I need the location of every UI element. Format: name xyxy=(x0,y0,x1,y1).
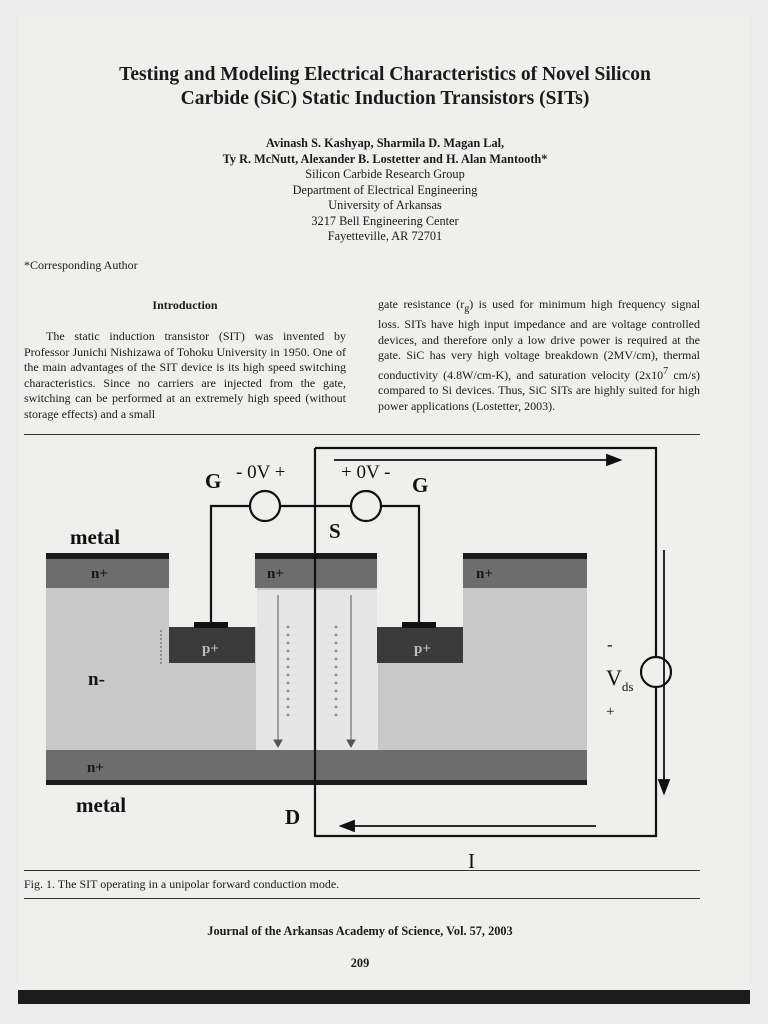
section-heading-introduction: Introduction xyxy=(152,298,218,312)
affiliation-group: Silicon Carbide Research Group xyxy=(305,167,465,181)
drain-label: D xyxy=(285,805,301,829)
left-gate-trench xyxy=(169,565,257,627)
paper-title xyxy=(30,63,740,111)
caption-bottom-rule xyxy=(24,898,700,899)
n-plus-label-bottom: n+ xyxy=(87,760,104,776)
metal-top-right xyxy=(463,553,587,559)
source-label: S xyxy=(329,519,341,543)
scan-bottom-edge xyxy=(18,990,750,1004)
metal-bottom xyxy=(46,780,587,785)
authors-line-1: Avinash S. Kashyap, Sharmila D. Magan Lal, xyxy=(265,136,505,150)
vds-minus-sign: - xyxy=(607,635,613,654)
voltage-label-right: + 0V - xyxy=(341,462,391,483)
n-plus-label-center: n+ xyxy=(267,566,284,582)
intro-right-part-3: cm/s) compared to Si devices. Thus, SiC SITs are highly suited for high power applications (Lostetter, 2003). xyxy=(378,367,700,413)
right-gate-contact xyxy=(402,622,436,628)
vds-subscript: ds xyxy=(621,679,634,694)
affiliation-address: 3217 Bell Engineering Center xyxy=(311,213,459,228)
n-plus-substrate xyxy=(46,750,587,780)
exponent-superscript: 7 xyxy=(663,365,669,377)
intro-right-part-1: gate resistance (r xyxy=(378,297,465,311)
p-plus-label-right: p+ xyxy=(414,641,431,657)
figure-top-rule xyxy=(24,434,700,435)
vds-main: V xyxy=(606,665,622,690)
intro-paragraph-left: The static induction transistor (SIT) was invented by Professor Junichi Nishizawa of Tohoku University in 1950. One of the main advantages of the SIT device is its high speed switching characteristics. Since no carriers are injected from the gate, switching can be performed at an extremely high speed (without storage effects) and a small xyxy=(24,329,346,421)
caption-top-rule xyxy=(24,870,700,871)
gate-resistance-subscript: g xyxy=(464,303,470,315)
author-block xyxy=(30,136,740,245)
affiliation-city: Fayetteville, AR 72701 xyxy=(327,229,443,243)
authors-line-2: Ty R. McNutt, Alexander B. Lostetter and H. Alan Mantooth* xyxy=(222,151,548,166)
journal-footer: Journal of the Arkansas Academy of Science, Vol. 57, 2003 xyxy=(207,924,513,938)
vds-plus-sign: + xyxy=(606,704,615,720)
voltage-label-left: - 0V + xyxy=(236,462,286,483)
affiliation-university: University of Arkansas xyxy=(328,198,442,212)
page-number: 209 xyxy=(350,956,370,970)
channel-region xyxy=(256,590,378,750)
vds-label xyxy=(606,665,633,694)
intro-paragraph-right xyxy=(378,297,700,415)
p-plus-label-left: p+ xyxy=(202,641,219,657)
intro-right-part-2: ) is used for minimum high frequency signal loss. SITs have high input impedance and are voltage controlled devices, and therefore only a low drive power is required at the gate. SiC has very high voltage breakdown (2MV/cm), thermal conductivity (4.8W/cm-K), and saturation velocity (2x10 xyxy=(378,297,700,382)
metal-label-top: metal xyxy=(70,525,121,549)
n-plus-label-left: n+ xyxy=(91,566,108,582)
current-label: I xyxy=(468,849,475,870)
title-line-2: Carbide (SiC) Static Induction Transistors (SITs) xyxy=(180,88,590,109)
metal-top-left xyxy=(46,553,169,559)
n-plus-label-right: n+ xyxy=(476,566,493,582)
figure-caption: Fig. 1. The SIT operating in a unipolar forward conduction mode. xyxy=(24,877,340,891)
metal-label-bottom: metal xyxy=(76,793,127,817)
sit-device-figure xyxy=(24,440,700,870)
left-gate-contact xyxy=(194,622,228,628)
gate-label-right: G xyxy=(412,473,429,497)
n-minus-label: n- xyxy=(88,669,105,690)
gate-label-left: G xyxy=(205,469,222,493)
corresponding-author-note: *Corresponding Author xyxy=(24,258,138,272)
affiliation-department: Department of Electrical Engineering xyxy=(292,182,478,197)
title-line-1: Testing and Modeling Electrical Characteristics of Novel Silicon xyxy=(119,64,651,85)
